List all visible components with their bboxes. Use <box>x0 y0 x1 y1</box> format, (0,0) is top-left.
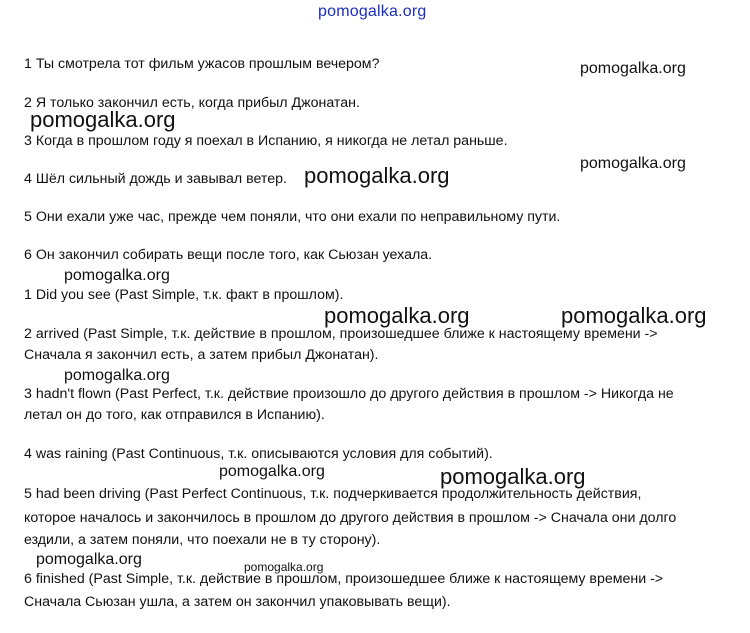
answer-5-line-3: ездили, а затем поняли, что поехали не в ту сторону). <box>24 532 381 548</box>
answer-2-line-2: Сначала я закончил есть, а затем прибыл Джонатан). <box>24 347 379 363</box>
watermark: pomogalka.org <box>36 551 142 568</box>
watermark: pomogalka.org <box>64 267 170 284</box>
sentence-5: 5 Они ехали уже час, прежде чем поняли, что они ехали по неправильному пути. <box>24 209 561 225</box>
sentence-6: 6 Он закончил собирать вещи после того, как Сьюзан уехала. <box>24 247 433 263</box>
sentence-1: 1 Ты смотрела тот фильм ужасов прошлым вечером? <box>24 56 380 72</box>
answer-6-line-1: 6 finished (Past Simple, т.к. действие в прошлом, произошедшее ближе к настоящему времени -> <box>24 571 664 587</box>
answer-1: 1 Did you see (Past Simple, т.к. факт в прошлом). <box>24 287 344 303</box>
answer-4: 4 was raining (Past Continuous, т.к. описываются условия для событий). <box>24 446 493 462</box>
watermark-link[interactable]: pomogalka.org <box>318 3 427 20</box>
sentence-2: 2 Я только закончил есть, когда прибыл Джонатан. <box>24 95 360 111</box>
watermark: pomogalka.org <box>219 463 325 480</box>
watermark: pomogalka.org <box>64 367 170 384</box>
answer-6-line-2: Сначала Сьюзан ушла, а затем он закончил упаковывать вещи). <box>24 594 451 610</box>
watermark: pomogalka.org <box>244 560 324 574</box>
answer-5-line-1: 5 had been driving (Past Perfect Continuous, т.к. подчеркивается продолжительность действия, <box>24 486 642 502</box>
watermark: pomogalka.org <box>580 60 686 77</box>
watermark: pomogalka.org <box>440 464 586 489</box>
watermark: pomogalka.org <box>561 303 707 328</box>
watermark: pomogalka.org <box>30 107 176 132</box>
answer-3-line-2: летал он до того, как отправился в Испанию). <box>24 407 325 423</box>
watermark: pomogalka.org <box>580 155 686 172</box>
sentence-3: 3 Когда в прошлом году я поехал в Испанию, я никогда не летал раньше. <box>24 133 508 149</box>
watermark: pomogalka.org <box>324 303 470 328</box>
answer-2-line-1: 2 arrived (Past Simple, т.к. действие в прошлом, произошедшее ближе к настоящему времени -> <box>24 326 658 342</box>
answer-5-line-2: которое началось и закончилось в прошлом до другого действия в прошлом -> Сначала они долго <box>24 510 677 526</box>
watermark: pomogalka.org <box>304 163 450 188</box>
sentence-4: 4 Шёл сильный дождь и завывал ветер. <box>24 171 287 187</box>
answer-3-line-1: 3 hadn't flown (Past Perfect, т.к. действие произошло до другого действия в прошлом -> Никогда не <box>24 386 674 402</box>
